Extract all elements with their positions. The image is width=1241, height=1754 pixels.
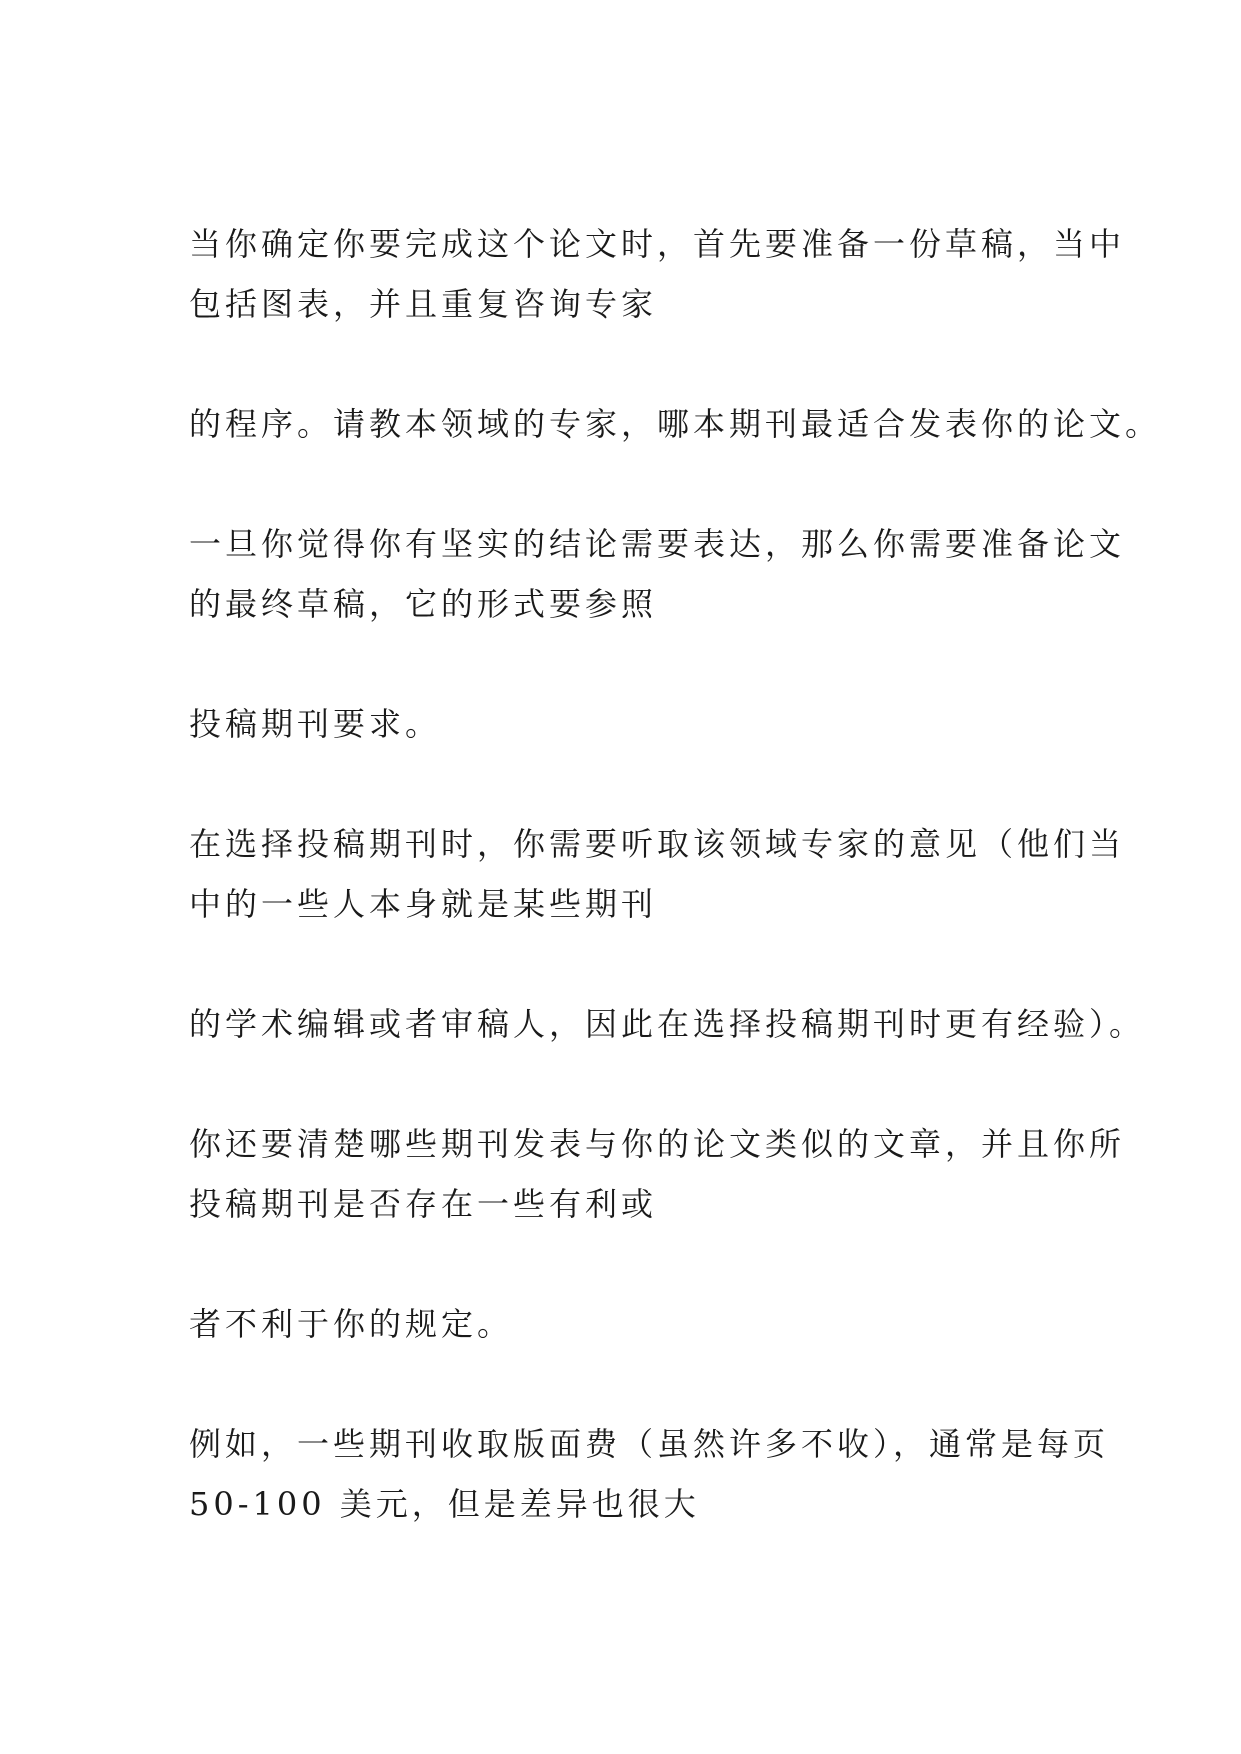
paragraph-line: 的最终草稿，它的形式要参照 <box>189 585 658 623</box>
paragraph-line: 50-100 美元，但是差异也很大 <box>189 1485 700 1523</box>
paragraph-3 <box>189 514 1126 634</box>
paragraph-line: 投稿期刊是否存在一些有利或 <box>189 1185 658 1223</box>
paragraph-line: 包括图表，并且重复咨询专家 <box>189 285 658 323</box>
paragraph-line: 的程序。请教本领域的专家，哪本期刊最适合发表你的论文。 <box>189 405 1162 443</box>
paragraph-line: 一旦你觉得你有坚实的结论需要表达，那么你需要准备论文 <box>189 525 1126 563</box>
document-body <box>189 214 1162 1594</box>
paragraph-line: 例如，一些期刊收取版面费（虽然许多不收），通常是每页 <box>189 1425 1110 1463</box>
paragraph-line: 你还要清楚哪些期刊发表与你的论文类似的文章，并且你所 <box>189 1125 1126 1163</box>
paragraph-8 <box>189 1294 1069 1354</box>
paragraph-9 <box>189 1414 1110 1534</box>
paragraph-6 <box>189 994 1146 1054</box>
paragraph-line: 当你确定你要完成这个论文时，首先要准备一份草稿，当中 <box>189 225 1126 263</box>
paragraph-2 <box>189 394 1162 454</box>
paragraph-line: 在选择投稿期刊时，你需要听取该领域专家的意见（他们当 <box>189 825 1126 863</box>
paragraph-7 <box>189 1114 1126 1234</box>
paragraph-5 <box>189 814 1126 934</box>
paragraph-1 <box>189 214 1126 334</box>
paragraph-line: 投稿期刊要求。 <box>189 705 442 743</box>
paragraph-line: 者不利于你的规定。 <box>189 1305 514 1343</box>
paragraph-line: 的学术编辑或者审稿人，因此在选择投稿期刊时更有经验）。 <box>189 1005 1146 1043</box>
paragraph-line: 中的一些人本身就是某些期刊 <box>189 885 658 923</box>
paragraph-4 <box>189 694 1069 754</box>
